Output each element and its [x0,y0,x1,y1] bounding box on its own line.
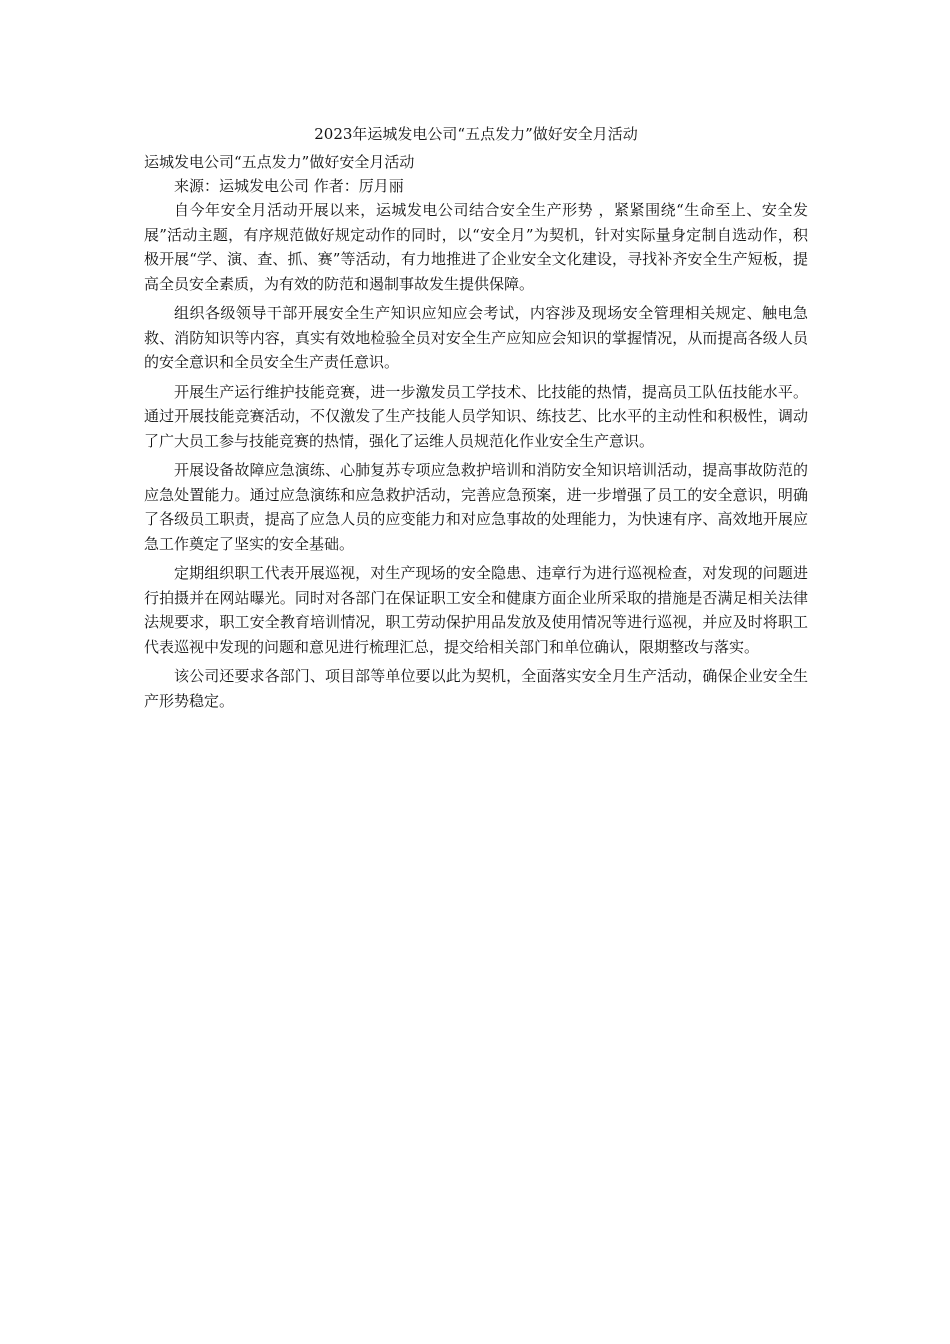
source-line: 来源：运城发电公司 作者：厉月丽 [174,177,404,195]
paragraph-conclusion: 该公司还要求各部门、项目部等单位要以此为契机，全面落实安全月生产活动，确保企业安全生产形势稳定。 [144,667,808,710]
paragraph-emergency-drill: 开展设备故障应急演练、心肺复苏专项应急救护培训和消防安全知识培训活动，提高事故防范的应急处置能力。通过应急演练和应急救护活动，完善应急预案，进一步增强了员工的安全意识，明确了各级员工职责，提高了应急人员的应变能力和对应急事故的处理能力，为快速有序、高效地开展应急工作奠定了坚实的安全基础。 [144,461,808,553]
document-title: 2023年运城发电公司“五点发力”做好安全月活动 [314,125,638,143]
document-subtitle: 运城发电公司“五点发力”做好安全月活动 [144,153,415,171]
paragraph-inspection: 定期组织职工代表开展巡视，对生产现场的安全隐患、违章行为进行巡视检查，对发现的问题进行拍摄并在网站曝光。同时对各部门在保证职工安全和健康方面企业所采取的措施是否满足相关法律法规要求，职工安全教育培训情况，职工劳动保护用品发放及使用情况等进行巡视，并应及时将职工代表巡视中发现的问题和意见进行梳理汇总，提交给相关部门和单位确认，限期整改与落实。 [144,564,808,656]
paragraph-skills-competition: 开展生产运行维护技能竞赛，进一步激发员工学技术、比技能的热情，提高员工队伍技能水平。通过开展技能竞赛活动，不仅激发了生产技能人员学知识、练技艺、比水平的主动性和积极性，调动了广大员工参与技能竞赛的热情，强化了运维人员规范化作业安全生产意识。 [144,382,808,450]
paragraph-intro: 自今年安全月活动开展以来，运城发电公司结合安全生产形势 ，紧紧围绕“生命至上、安全发展”活动主题，有序规范做好规定动作的同时，以“安全月”为契机，针对实际量身定制自选动作，积极开展“学、演、查、抓、赛”等活动，有力地推进了企业安全文化建设，寻找补齐安全生产短板，提高全员安全素质，为有效的防范和遏制事故发生提供保障。 [144,201,808,293]
paragraph-knowledge-exam: 组织各级领导干部开展安全生产知识应知应会考试，内容涉及现场安全管理相关规定、触电急救、消防知识等内容，真实有效地检验全员对安全生产应知应会知识的掌握情况，从而提高各级人员的安全意识和全员安全生产责任意识。 [144,304,808,371]
document-page [144,122,808,718]
